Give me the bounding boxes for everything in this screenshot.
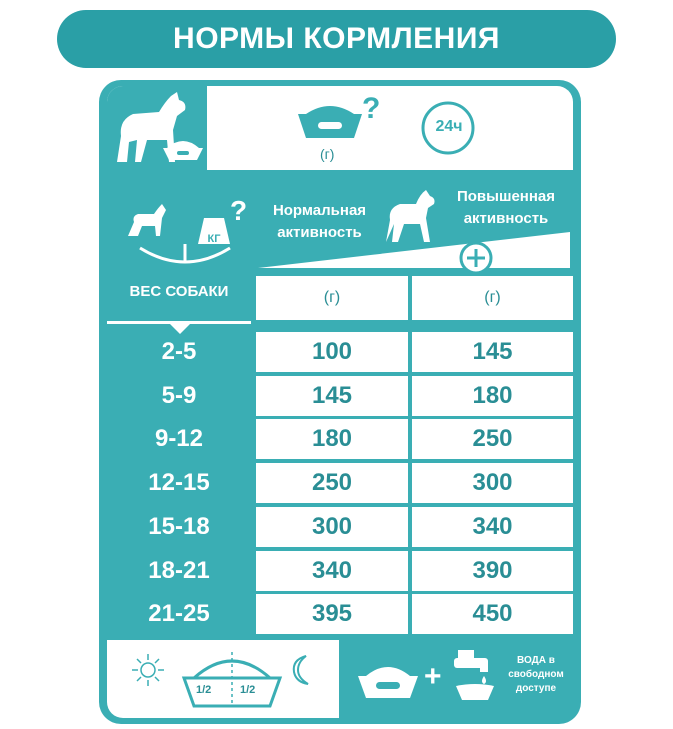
half-right-label: 1/2 bbox=[240, 684, 256, 696]
row-normal-value: 250 bbox=[256, 463, 408, 503]
row-normal-value: 300 bbox=[256, 507, 408, 547]
row-normal-value: 145 bbox=[256, 376, 408, 416]
small-bowl-icon bbox=[163, 138, 203, 162]
unit-normal: (г) bbox=[256, 276, 408, 320]
col-header-high: Повышенная активность bbox=[456, 188, 556, 227]
clock-label: 24ч bbox=[435, 118, 463, 135]
svg-text:?: ? bbox=[362, 92, 381, 125]
unit-high: (г) bbox=[412, 276, 573, 320]
moon-icon bbox=[288, 654, 316, 686]
plus-sign: + bbox=[424, 660, 442, 693]
row-high-value: 300 bbox=[412, 463, 573, 503]
portion-unit-caption: (г) bbox=[320, 146, 335, 162]
row-high-value: 250 bbox=[412, 419, 573, 459]
row-high-value: 340 bbox=[412, 507, 573, 547]
weight-icon-label: КГ bbox=[207, 233, 221, 245]
question-icon bbox=[360, 92, 384, 124]
sun-icon bbox=[130, 652, 166, 688]
dog-corner bbox=[107, 86, 207, 170]
split-bowl-icon bbox=[180, 650, 284, 710]
activity-ramp bbox=[258, 232, 570, 272]
row-high-value: 145 bbox=[412, 332, 573, 372]
row-high-value: 450 bbox=[412, 594, 573, 634]
row-weight-label: 12-15 bbox=[148, 468, 210, 496]
water-tap-icon bbox=[450, 648, 500, 704]
half-left-label: 1/2 bbox=[196, 684, 212, 696]
plus-circle-icon bbox=[458, 240, 494, 276]
row-normal-value: 395 bbox=[256, 594, 408, 634]
svg-text:?: ? bbox=[230, 195, 248, 226]
row-normal-value: 180 bbox=[256, 419, 408, 459]
row-weight-label: 21-25 bbox=[148, 599, 210, 627]
row-normal-value: 340 bbox=[256, 551, 408, 591]
weight-header: ВЕС СОБАКИ bbox=[129, 283, 229, 300]
page-title: НОРМЫ КОРМЛЕНИЯ bbox=[57, 10, 616, 68]
col-header-normal: Нормальная активность bbox=[272, 202, 367, 241]
row-weight-label: 2-5 bbox=[161, 337, 197, 365]
row-high-value: 390 bbox=[412, 551, 573, 591]
water-note: ВОДА в свободном доступе bbox=[508, 655, 564, 694]
row-weight-label: 5-9 bbox=[161, 381, 197, 409]
row-weight-label: 15-18 bbox=[148, 512, 210, 540]
row-weight-label: 18-21 bbox=[148, 556, 210, 584]
bottom-food-bowl-icon bbox=[356, 660, 420, 702]
row-high-value: 180 bbox=[412, 376, 573, 416]
row-weight-label: 9-12 bbox=[154, 424, 204, 452]
scale-icon bbox=[120, 196, 250, 276]
row-normal-value: 100 bbox=[256, 332, 408, 372]
